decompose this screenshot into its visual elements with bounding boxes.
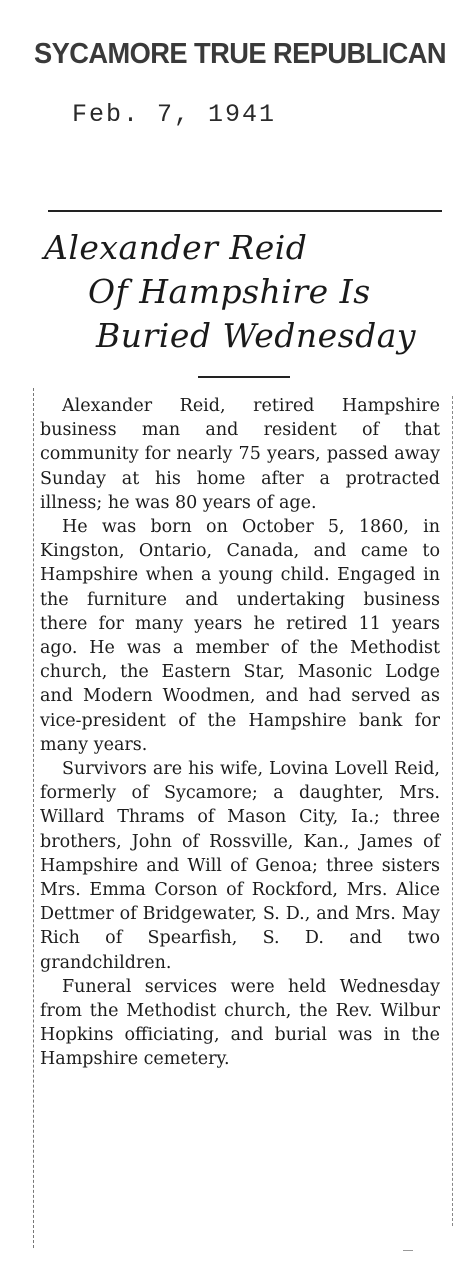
article-paragraph-1: Alexander Reid, retired Hampshire business man and resident of that community for nearly 75 years, passed away Sunday at his home after a protracted illness; he was 80 years of age.: [40, 396, 440, 513]
clipping-left-edge: [33, 388, 34, 1248]
top-rule: [48, 210, 442, 212]
headline-line-1: Alexander Reid: [44, 228, 308, 267]
newspaper-masthead: SYCAMORE TRUE REPUBLICAN: [34, 38, 447, 70]
article-paragraph-2: He was born on October 5, 1860, in Kingston, Ontario, Canada, and came to Hampshire when a young child. Engaged in the furniture and undertaking business there for many years he retired 11 years ago. He was a member of the Methodist church, the Eastern Star, Masonic Lodge and Modern Woodmen, and had served as vice-president of the Hampshire bank for many years.: [40, 517, 440, 755]
headline-divider: [198, 376, 290, 378]
article-paragraph-4: Funeral services were held Wednesday from the Methodist church, the Rev. Wilbur Hopkins officiating, and burial was in the Hampshire cemetery.: [40, 976, 440, 1070]
clipping-date: Feb. 7, 1941: [72, 100, 277, 129]
clipping-right-edge: [452, 396, 453, 1226]
bottom-mark: [403, 1250, 413, 1251]
article-paragraph-3: Survivors are his wife, Lovina Lovell Reid, formerly of Sycamore; a daughter, Mrs. Willard Thrams of Mason City, Ia.; three brothers, John of Rossville, Kan., James of Hampshire and Will of Genoa; three sisters Mrs. Emma Corson of Rockford, Mrs. Alice Dettmer of Bridgewater, S. D., and Mrs. May Rich of Spearfish, S. D. and two grandchildren.: [40, 759, 440, 973]
headline-line-2: Of Hampshire Is: [88, 272, 371, 311]
article-body: [40, 394, 440, 1072]
headline-line-3: Buried Wednesday: [96, 316, 417, 355]
